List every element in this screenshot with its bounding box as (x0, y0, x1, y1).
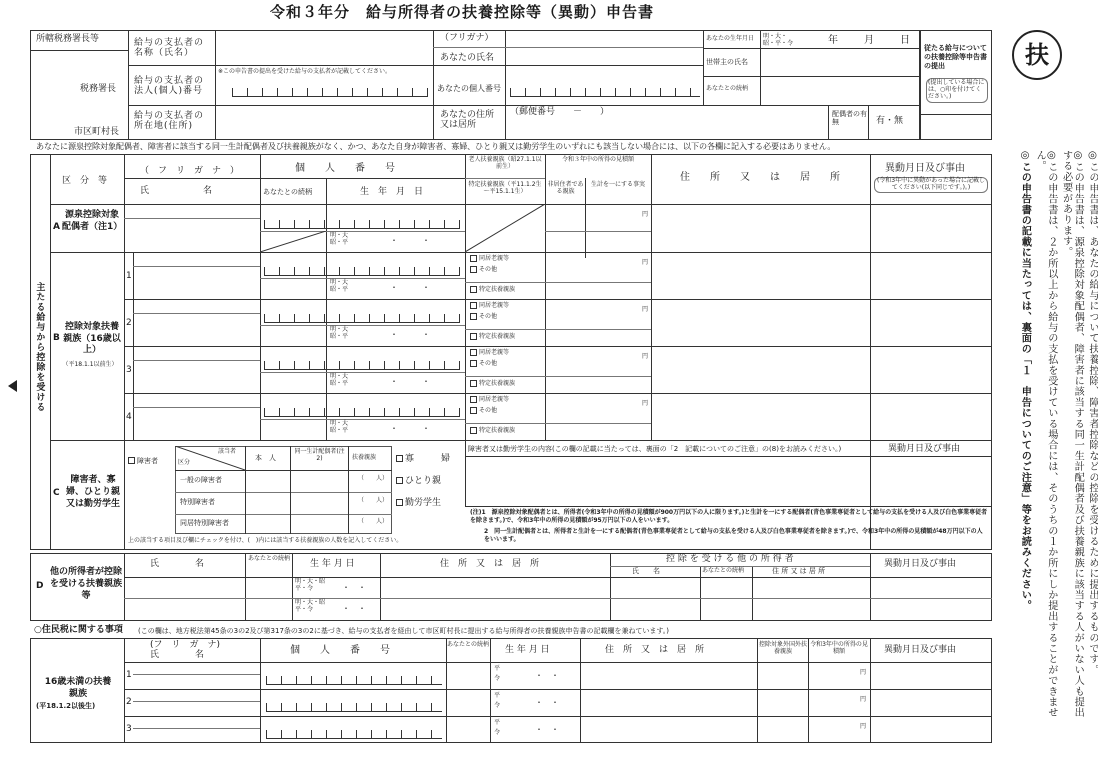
b-row-opt-other[interactable]: その他 (470, 313, 497, 321)
b-row-address[interactable] (653, 301, 868, 344)
b-row-dots[interactable]: ・ ・ (390, 424, 430, 433)
col-shimei: 氏 名 (140, 186, 213, 196)
b-row-name[interactable] (135, 409, 258, 438)
relation-field[interactable] (762, 78, 918, 103)
d-dots-1[interactable]: ・ ・ (342, 583, 366, 592)
col-seinen: 生 年 月 日 (360, 187, 424, 197)
postal-label: （郵便番号 － ） (510, 107, 610, 117)
c-footnote: 上の該当する項目及び欄にチェックを付け、( )内には該当する扶養親族の人数を記入してください。 (128, 537, 403, 544)
relation-label: あなたとの続柄 (706, 85, 749, 92)
c-honnin: 本 人 (255, 454, 276, 462)
r-jusho: 住 所 又 は 居 所 (605, 645, 705, 655)
b-row-opt-other[interactable]: その他 (470, 407, 497, 415)
col-rojin: 老人扶養親族（昭27.1.1以前生） (468, 156, 542, 170)
b-row-address[interactable] (653, 348, 868, 391)
r-row-number: 3 (126, 724, 132, 734)
d-era-1[interactable]: 明・大・昭 平・令 (295, 578, 326, 592)
payer-id-label: 給与の支払者の法人(個人)番号 (134, 76, 205, 97)
birth-era[interactable]: 明・大・昭・平・令 (763, 33, 794, 48)
r-kokugai: 控除対象外国外扶養親族 (759, 641, 808, 655)
resident-sub: (平18.1.2以後生) (36, 702, 96, 710)
b-row-era[interactable]: 明・大 昭・平 (330, 326, 349, 340)
right-notes (1000, 150, 1098, 740)
b-row-id[interactable] (264, 267, 460, 276)
b-row-dots[interactable]: ・ ・ (390, 377, 430, 386)
right-note-4: ◎この申告書の記載に当たっては、裏面の「１ 申告についてのご注意」等をお読みください。 (1019, 150, 1031, 611)
b-row-name[interactable] (135, 362, 258, 391)
r-seinen: 生 年 月 日 (505, 645, 550, 655)
b-row-opt-tokutei[interactable]: 特定扶養親族 (470, 333, 515, 341)
your-addr-label: あなたの住所又は居所 (440, 110, 495, 131)
right-note-1: ◎この申告書は、あなたの給与について扶養控除、障害者控除などの控除を受けるために提出するものです。 (1087, 150, 1098, 676)
row-a-name[interactable] (126, 220, 258, 250)
row-a-id[interactable] (264, 220, 460, 229)
r-ido: 異動月日及び事由 (884, 645, 957, 655)
spouse-toggle[interactable]: 有・無 (876, 116, 904, 126)
tax-office-label: 所轄税務署長等 (36, 34, 100, 44)
b-row-number: 1 (126, 271, 132, 281)
r-row-address[interactable] (582, 664, 755, 687)
c-ippan: 一般の障害者 (180, 476, 222, 484)
c-nin-2[interactable]: （ 人） (358, 497, 389, 504)
row-a-era[interactable]: 明・大 昭・平 (330, 232, 349, 246)
d-dots-2[interactable]: ・ ・ (342, 604, 366, 613)
d-other-name: 氏 名 (632, 567, 660, 575)
c-nin-3[interactable]: （ 人） (358, 518, 389, 525)
d-mark: D (36, 581, 44, 591)
d-other-rel: あなたとの続柄 (702, 567, 745, 574)
b-row-opt-tokutei[interactable]: 特定扶養親族 (470, 427, 515, 435)
r-row-yen: 円 (860, 723, 867, 730)
r-row-name[interactable] (135, 675, 258, 687)
c-shogaisha-check[interactable]: 障害者 (128, 456, 158, 465)
b-row-yen: 円 (642, 259, 649, 266)
col-jusho: 住 所 又 は 居 所 (680, 172, 840, 183)
b-row-name[interactable] (135, 268, 258, 297)
c-fuyo: 扶養親族 (352, 454, 377, 461)
b-row-dots[interactable]: ・ ・ (390, 330, 430, 339)
b-row-id[interactable] (264, 361, 460, 370)
r-furigana: (フ リ ガ ナ) (150, 640, 221, 650)
r-income: 令和3年中の所得の見積額 (810, 641, 868, 655)
b-row-opt-other[interactable]: その他 (470, 360, 497, 368)
c-ido-label: 異動月日及び事由 (888, 444, 961, 454)
your-name-field[interactable] (507, 49, 701, 63)
r-row-address[interactable] (582, 718, 755, 741)
r-row-dots[interactable]: ・ ・ (535, 725, 559, 734)
your-id-input[interactable] (510, 88, 700, 97)
birth-label: あなたの生年月日 (706, 35, 755, 42)
page-title: 令和３年分 給与所得者の扶養控除等（異動）申告書 (270, 3, 655, 21)
col-hikyoju: 非居住者である親族 (547, 181, 584, 195)
d-seinen: 生 年 月 日 (310, 559, 355, 569)
d-other-addr: 住 所 又 は 居 所 (772, 567, 826, 575)
c-kinro-check[interactable]: 勤労学生 (396, 498, 441, 508)
side-main-label: 主たる給与から控除を受ける (34, 282, 45, 412)
your-addr-field[interactable] (507, 119, 826, 138)
payer-name-field[interactable] (217, 32, 431, 63)
col-kubun: 区 分 等 (62, 176, 108, 186)
row-c-mark: C (53, 488, 60, 498)
city-suffix: 市区町村長 (74, 127, 120, 137)
row-b-mark: B (53, 333, 60, 343)
b-row-number: 4 (126, 412, 132, 422)
row-a-address[interactable] (653, 206, 868, 250)
r-kojin: 個 人 番 号 (290, 645, 390, 656)
r-row-dots[interactable]: ・ ・ (535, 698, 559, 707)
main-payer-mark[interactable] (922, 116, 990, 138)
intro-note: あなたに源泉控除対象配偶者、障害者に該当する同一生計配偶者及び扶養親族がなく、かつ、あなた自身が障害者、寡婦、ひとり親又は勤労学生のいずれにも該当しない場合には、以下の各欄に記入する必要はありません。 (36, 141, 836, 151)
row-b-label: 控除対象扶養親族（16歳以上） (63, 322, 121, 356)
r-row-kokugai[interactable] (759, 691, 806, 714)
payer-name-label: 給与の支払者の名称（氏名） (134, 38, 205, 59)
row-a-label: 源泉控除対象配偶者（注1） (62, 210, 123, 232)
d-other: 控 除 を 受 け る 他 の 所 得 者 (666, 554, 794, 564)
r-row-address[interactable] (582, 691, 755, 714)
col-kojin: 個 人 番 号 (295, 163, 395, 174)
col-tokutei: 特定扶養親族（平11.1.2生～平15.1.1生） (468, 181, 542, 195)
b-row-id[interactable] (264, 408, 460, 417)
r-row-number: 1 (126, 670, 132, 680)
c-content-field[interactable] (467, 458, 868, 504)
b-row-number: 3 (126, 365, 132, 375)
b-row-yen: 円 (642, 306, 649, 313)
main-payer-note: 従たる給与についての扶養控除等申告書の提出 (924, 44, 987, 71)
c-gaitosha: 該当者 (218, 448, 237, 455)
main-payer-sub: (提出している場合には、○印を付けてください。) (926, 78, 988, 103)
row-a-mark: A (53, 222, 60, 232)
b-row-name[interactable] (135, 315, 258, 344)
row-b-sub: （平18.1.1以前生） (62, 361, 118, 368)
c-hitorioya-check[interactable]: ひとり親 (396, 476, 441, 486)
c-tokubetsu: 特別障害者 (180, 498, 215, 506)
row-a-yen: 円 (642, 211, 649, 218)
b-row-opt-tokutei[interactable]: 特定扶養親族 (470, 380, 515, 388)
payer-addr-label: 給与の支払者の所在地(住所) (134, 111, 205, 132)
b-row-opt-dokyo[interactable]: 同居老親等 (470, 349, 509, 357)
b-row-era[interactable]: 明・大 昭・平 (330, 420, 349, 434)
r-row-yen: 円 (860, 696, 867, 703)
r-row-dots[interactable]: ・ ・ (535, 671, 559, 680)
c-nin-1[interactable]: （ 人） (358, 475, 389, 482)
fu-badge (1012, 30, 1062, 80)
c-dokyo-tokubetsu: 同居特別障害者 (180, 519, 229, 527)
col-zokugara: あなたとの続柄 (263, 188, 312, 196)
d-jusho: 住 所 又 は 居 所 (440, 559, 540, 569)
your-id-label: あなたの個人番号 (437, 84, 501, 93)
d-label: 他の所得者が控除を受ける扶養親族等 (49, 567, 122, 602)
r-row-era[interactable]: 平 令 (494, 665, 501, 682)
c-doitsu: 同一生計配偶者(注2) (294, 448, 345, 462)
birth-ymd[interactable]: 年 月 日 (828, 35, 912, 46)
payer-addr-field[interactable] (217, 107, 431, 138)
resident-heading: ○住民税に関する事項 (34, 625, 123, 635)
d-shimei: 氏 名 (150, 559, 205, 569)
householder-field[interactable] (762, 50, 918, 74)
b-row-number: 2 (126, 318, 132, 328)
b-row-opt-dokyo[interactable]: 同居老親等 (470, 396, 509, 404)
b-row-address[interactable] (653, 254, 868, 297)
b-row-opt-tokutei[interactable]: 特定扶養親族 (470, 286, 515, 294)
col-ido: 異動月日及び事由 (885, 163, 965, 174)
r-row-number: 2 (126, 697, 132, 707)
r-row-id[interactable] (266, 703, 442, 712)
col-income: 令和３年中の所得の見積額 (561, 156, 634, 163)
r-row-kokugai[interactable] (759, 718, 806, 741)
tax-office-suffix: 税務署長 (80, 84, 117, 94)
r-row-id[interactable] (266, 676, 442, 685)
r-shimei: 氏 名 (150, 650, 205, 660)
r-row-id[interactable] (266, 730, 442, 739)
c-note-2: 2 同一生計配偶者とは、所得者と生計を一にする配偶者(青色事業専従者として給与の支払を受ける人及び白色事業専従者を除きます。)で、令和3年中の所得の見積額が48万円以下の人をいいます。 (484, 528, 983, 544)
r-row-yen: 円 (860, 669, 867, 676)
r-row-era[interactable]: 平 令 (494, 692, 501, 709)
householder-label: 世帯主の氏名 (706, 58, 748, 66)
col-furigana: （ フ リ ガ ナ ） (140, 166, 240, 176)
b-row-yen: 円 (642, 353, 649, 360)
b-row-yen: 円 (642, 400, 649, 407)
left-arrow-icon (8, 380, 17, 392)
r-row-era[interactable]: 平 令 (494, 719, 501, 736)
b-row-opt-dokyo[interactable]: 同居老親等 (470, 302, 509, 310)
b-row-dots[interactable]: ・ ・ (390, 283, 430, 292)
col-seikei: 生計を一にする事実 (590, 181, 645, 188)
r-row-name[interactable] (135, 702, 258, 714)
right-note-2: ◎この申告書は、源泉控除対象配偶者、障害者に該当する同一生計配偶者及び扶養親族に該当する人がいない人も提出する必要があります。 (1060, 150, 1084, 718)
right-note-3: ◎この申告書は、２か所以上から給与の支払を受けている場合には、そのうちの１か所にしか提出することができません。 (1034, 150, 1057, 718)
col-ido-note: (令和3年中に異動があった場合に記載してください(以下同じです。)。) (874, 177, 988, 193)
b-row-opt-dokyo[interactable]: 同居老親等 (470, 255, 509, 263)
c-content-label: 障害者又は勤労学生の内容(この欄の記載に当たっては、裏面の「2 記載についてのご注意」の(8)をお読みください。) (468, 445, 842, 453)
c-kafu-check[interactable]: 寡 婦 (396, 454, 450, 464)
row-a-dots[interactable]: ・ ・ (390, 236, 430, 245)
b-row-era[interactable]: 明・大 昭・平 (330, 373, 349, 387)
resident-note: (この欄は、地方税法第45条の3の2及び第317条の3の2に基づき、給与の支払者を経由して市区町村長に提出する給与所得者の扶養親族申告書の記載欄を兼ねています。) (138, 627, 670, 635)
c-kubun: 区分 (178, 459, 191, 466)
d-era-2[interactable]: 明・大・昭 平・令 (295, 599, 326, 613)
d-zokugara: あなたとの続柄 (247, 555, 290, 562)
d-ido: 異動月日及び事由 (884, 559, 957, 569)
c-note-1: (注)1 源泉控除対象配偶者とは、所得者(令和3年中の所得の見積額が900万円以下の人に限ります。)と生計を一にする配偶者(青色事業専従者として給与の支払を受ける人及び白色事業専従者を除きます。)で、令和3年中の所得の見積額が95万円以下の人をいいます。 (470, 509, 988, 525)
r-row-kokugai[interactable] (759, 664, 806, 687)
spouse-label: 配偶者の有無 (832, 110, 867, 127)
fu-badge-text: 扶 (1025, 40, 1049, 70)
b-row-opt-other[interactable]: その他 (470, 266, 497, 274)
row-c-label: 障害者、寡婦、ひとり親又は勤労学生 (65, 475, 120, 510)
b-row-id[interactable] (264, 314, 460, 323)
furigana-label: （フリガナ） (440, 33, 494, 43)
b-row-era[interactable]: 明・大 昭・平 (330, 279, 349, 293)
payer-id-input[interactable] (232, 88, 428, 97)
r-zokugara: あなたとの続柄 (447, 641, 490, 648)
your-name-label: あなたの氏名 (440, 53, 495, 63)
r-row-name[interactable] (135, 729, 258, 741)
b-row-address[interactable] (653, 395, 868, 438)
payer-id-note: ※この申告書の提出を受けた給与の支払者が記載してください。 (218, 68, 392, 75)
resident-label: 16歳未満の扶養親族 (44, 677, 112, 700)
